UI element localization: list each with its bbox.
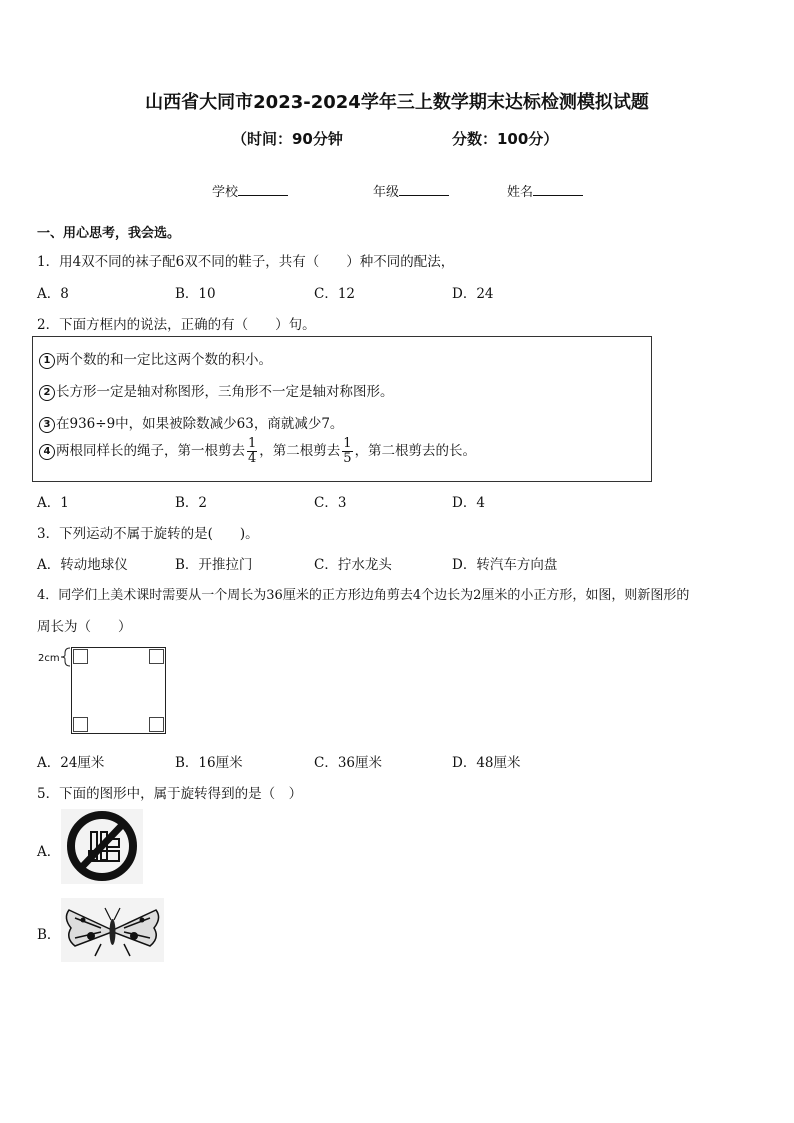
circled-number: 3 — [39, 417, 55, 433]
corner-square — [149, 649, 164, 664]
question-4-stem-line2: 周长为（ ） — [37, 619, 132, 635]
name-field[interactable] — [507, 181, 583, 200]
statement-text: 两个数的和一定比这两个数的积小。 — [56, 352, 272, 368]
q3-option-c[interactable]: C．拧水龙头 — [314, 557, 392, 573]
statement-4 — [39, 437, 476, 466]
q4-option-d[interactable]: D．48厘米 — [452, 755, 521, 771]
circled-number: 1 — [39, 353, 55, 369]
statement-1 — [39, 348, 272, 369]
circled-number: 4 — [39, 444, 55, 460]
statement-3 — [39, 412, 343, 433]
school-label: 学校 — [212, 185, 239, 200]
statement-text: 长方形一定是轴对称图形，三角形不一定是轴对称图形。 — [56, 384, 394, 400]
school-field[interactable] — [212, 181, 288, 200]
square-cut-corners-figure — [71, 647, 166, 734]
q5-option-a[interactable]: A． — [37, 844, 61, 860]
fraction-one-quarter: $\frac{1}{4}$ — [248, 436, 257, 466]
total-score: 分数：100分） — [452, 130, 559, 148]
statement-2 — [39, 380, 394, 401]
q3-option-d[interactable]: D．转汽车方向盘 — [452, 557, 558, 573]
butterfly-icon — [61, 898, 164, 962]
no-stacking-sign-icon — [61, 809, 143, 884]
q3-option-b[interactable]: B．开推拉门 — [175, 557, 253, 573]
statement-text: ，第二根剪去 — [259, 443, 341, 459]
question-4-stem-line1: 4．同学们上美术课时需要从一个周长为36厘米的正方形边角剪去4个边长为2厘米的小正方形，如图，则新图形的 — [37, 588, 690, 603]
corner-square — [73, 649, 88, 664]
circled-number: 2 — [39, 385, 55, 401]
q5-option-b[interactable]: B． — [37, 927, 61, 943]
q1-option-b[interactable]: B．10 — [175, 286, 216, 302]
question-1-stem: 1．用4双不同的袜子配6双不同的鞋子，共有（ ）种不同的配法， — [37, 254, 455, 270]
statement-text: 两根同样长的绳子，第一根剪去 — [56, 443, 245, 459]
corner-square — [149, 717, 164, 732]
q4-option-c[interactable]: C．36厘米 — [314, 755, 383, 771]
q4-option-a[interactable]: A．24厘米 — [37, 755, 105, 771]
page-title: 山西省大同市2023-2024学年三上数学期末达标检测模拟试题 — [145, 92, 649, 113]
q2-option-d[interactable]: D．4 — [452, 495, 485, 511]
statement-box — [32, 336, 652, 482]
q2-option-b[interactable]: B．2 — [175, 495, 208, 511]
time-limit: （时间：90分钟 — [232, 130, 343, 148]
q1-option-c[interactable]: C．12 — [314, 286, 356, 302]
question-3-stem: 3．下列运动不属于旋转的是( )。 — [37, 526, 259, 542]
grade-blank[interactable] — [399, 183, 449, 196]
statement-text: 在936÷9中，如果被除数减少63，商就减少7。 — [56, 416, 344, 432]
corner-square — [73, 717, 88, 732]
grade-label: 年级 — [373, 185, 400, 200]
name-blank[interactable] — [533, 183, 583, 196]
section-heading: 一、用心思考，我会选。 — [37, 226, 181, 241]
fraction-one-fifth: $\frac{1}{5}$ — [343, 436, 352, 466]
statement-text: ，第二根剪去的长。 — [354, 443, 477, 459]
q3-option-a[interactable]: A．转动地球仪 — [37, 557, 128, 573]
question-2-stem: 2．下面方框内的说法，正确的有（ ）句。 — [37, 317, 316, 333]
name-label: 姓名 — [507, 185, 534, 200]
school-blank[interactable] — [238, 183, 288, 196]
q4-option-b[interactable]: B．16厘米 — [175, 755, 243, 771]
q2-option-c[interactable]: C．3 — [314, 495, 347, 511]
q1-option-d[interactable]: D．24 — [452, 286, 494, 302]
question-5-stem: 5．下面的图形中，属于旋转得到的是（ ） — [37, 786, 303, 802]
figure-dimension-label: 2cm — [38, 653, 60, 664]
grade-field[interactable] — [373, 181, 449, 200]
q2-option-a[interactable]: A．1 — [37, 495, 69, 511]
q1-option-a[interactable]: A．8 — [37, 286, 69, 302]
